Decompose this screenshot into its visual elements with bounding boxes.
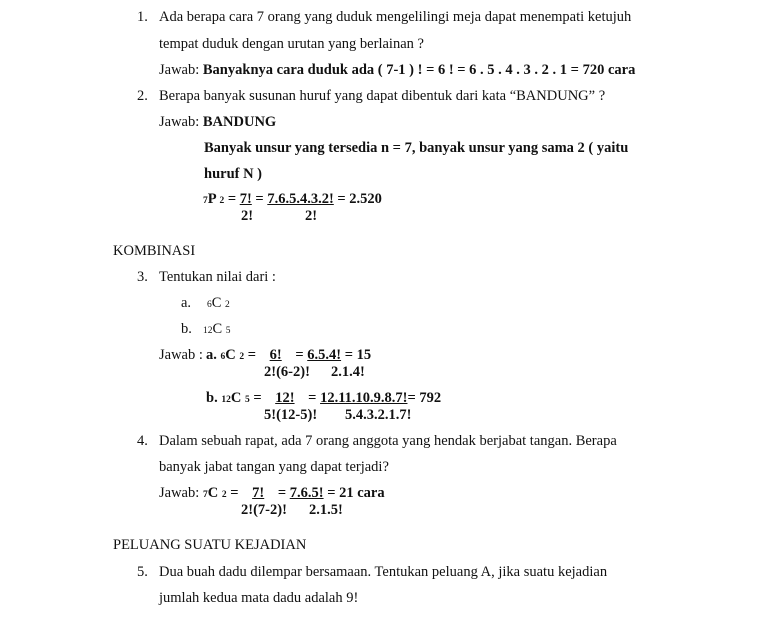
q4-ans-den: 2!(7-2)! — [241, 502, 287, 518]
q3-ans-a-eq3: = 15 — [344, 347, 372, 363]
q3-jawab-label: Jawab : — [159, 347, 203, 363]
q1-question-line2: tempat duduk dengan urutan yang berlainan ? — [159, 36, 424, 52]
q4-number: 4. — [137, 433, 148, 449]
q3-ans-b-pre: 12 — [221, 395, 231, 405]
q4-ans-eq1: = — [230, 485, 239, 501]
q3-ans-a-sub: 2 — [239, 352, 245, 362]
q2-formula-top — [203, 190, 382, 210]
q4-ans-pre: 7 — [203, 490, 208, 500]
q3-a-pre: 6 — [207, 300, 212, 310]
q4-ans-top — [203, 484, 385, 504]
q3-ans-a-label: a. — [206, 347, 217, 363]
q2-word: BANDUNG — [202, 114, 277, 130]
q3-ans-a-num: 6! — [269, 347, 282, 363]
q2-explain-line2: huruf N ) — [204, 166, 263, 182]
q3-ans-b-eq2: = — [308, 390, 317, 406]
q2-frac2-den: 2! — [305, 208, 318, 224]
q3-ans-b-eq3: = 792 — [407, 390, 442, 406]
q3-a-C: C — [211, 295, 222, 311]
q3-b-label: b. — [181, 321, 192, 337]
q3-ans-b-C: C — [230, 390, 242, 406]
q2-question: Berapa banyak susunan huruf yang dapat dibentuk dari kata “BANDUNG” ? — [159, 88, 606, 104]
q2-explain-line1: Banyak unsur yang tersedia n = 7, banyak unsur yang sama 2 ( yaitu — [204, 140, 629, 156]
q1-answer — [159, 61, 635, 79]
q1-number: 1. — [137, 9, 148, 25]
q4-ans-den2: 2.1.5! — [309, 502, 343, 518]
q3-ans-a-den2: 2.1.4! — [331, 364, 365, 380]
q3-b-pre: 12 — [203, 326, 213, 336]
q3-ans-a-eq1: = — [247, 347, 256, 363]
q3-ans-b-label: b. — [206, 390, 218, 406]
q4-jawab-label: Jawab: — [159, 485, 200, 501]
q2-number: 2. — [137, 88, 148, 104]
q3-ans-a-C: C — [225, 347, 236, 363]
q3-ans-b-den2: 5.4.3.2.1.7! — [345, 407, 412, 423]
q2-P: P — [207, 191, 216, 207]
q2-frac1-den: 2! — [241, 208, 254, 224]
q3-b-C: C — [212, 321, 223, 337]
q1-answer-text: Banyaknya cara duduk ada ( 7-1 ) ! = 6 ! = 6 . 5 . 4 . 3 . 2 . 1 = 720 cara — [202, 62, 636, 78]
q4-ans-C: C — [207, 485, 219, 501]
q3-a-sub: 2 — [225, 300, 230, 310]
q4-ans-num: 7! — [252, 485, 265, 501]
q2-frac2-num: 7.6.5.4.3.2! — [267, 191, 334, 207]
q3-ans-b-den: 5!(12-5)! — [264, 407, 318, 423]
q2-frac1-num: 7! — [239, 191, 252, 207]
q1-jawab-label: Jawab: — [159, 62, 200, 78]
q2-eq2: = — [255, 191, 264, 207]
section-peluang: PELUANG SUATU KEJADIAN — [113, 537, 307, 553]
q3-ans-b-sub: 5 — [244, 395, 250, 405]
q3-b-expr — [203, 320, 231, 340]
q2-eq1: = — [227, 191, 237, 207]
q3-ans-a-pre: 6 — [220, 352, 226, 362]
q5-number: 5. — [137, 564, 148, 580]
q2-sub: 2 — [219, 196, 225, 206]
q5-question-line1: Dua buah dadu dilempar bersamaan. Tentukan peluang A, jika suatu kejadian — [159, 564, 608, 580]
q4-ans-eq2: = — [277, 485, 287, 501]
q3-number: 3. — [137, 269, 148, 285]
q3-a-label: a. — [181, 295, 192, 311]
q4-ans-num2: 7.6.5! — [289, 485, 324, 501]
q2-pre: 7 — [203, 196, 208, 206]
q3-question: Tentukan nilai dari : — [159, 269, 276, 285]
q2-eq3: = 2.520 — [337, 191, 382, 207]
q5-question-line2: jumlah kedua mata dadu adalah 9! — [159, 590, 359, 606]
q3-b-sub: 5 — [225, 326, 231, 336]
q4-question-line1: Dalam sebuah rapat, ada 7 orang anggota yang hendak berjabat tangan. Berapa — [159, 433, 617, 449]
section-kombinasi: KOMBINASI — [113, 243, 196, 259]
q3-ans-b-num2: 12.11.10.9.8.7! — [320, 390, 408, 406]
q2-answer-word — [159, 113, 276, 131]
q3-ans-a-num2: 6.5.4! — [307, 347, 342, 363]
q3-ans-b-eq1: = — [253, 390, 262, 406]
q4-ans-eq3: = 21 cara — [327, 485, 385, 501]
q3-a-expr — [207, 294, 230, 314]
q2-jawab-label: Jawab: — [159, 114, 200, 130]
q4-ans-sub: 2 — [221, 490, 227, 500]
q4-question-line2: banyak jabat tangan yang dapat terjadi? — [159, 459, 389, 475]
q3-ans-a-eq2: = — [295, 347, 304, 363]
q1-question-line1: Ada berapa cara 7 orang yang duduk mengelilingi meja dapat menempati ketujuh — [159, 9, 632, 25]
q3-ans-b-num: 12! — [275, 390, 295, 406]
q3-ans-a-den: 2!(6-2)! — [264, 364, 310, 380]
